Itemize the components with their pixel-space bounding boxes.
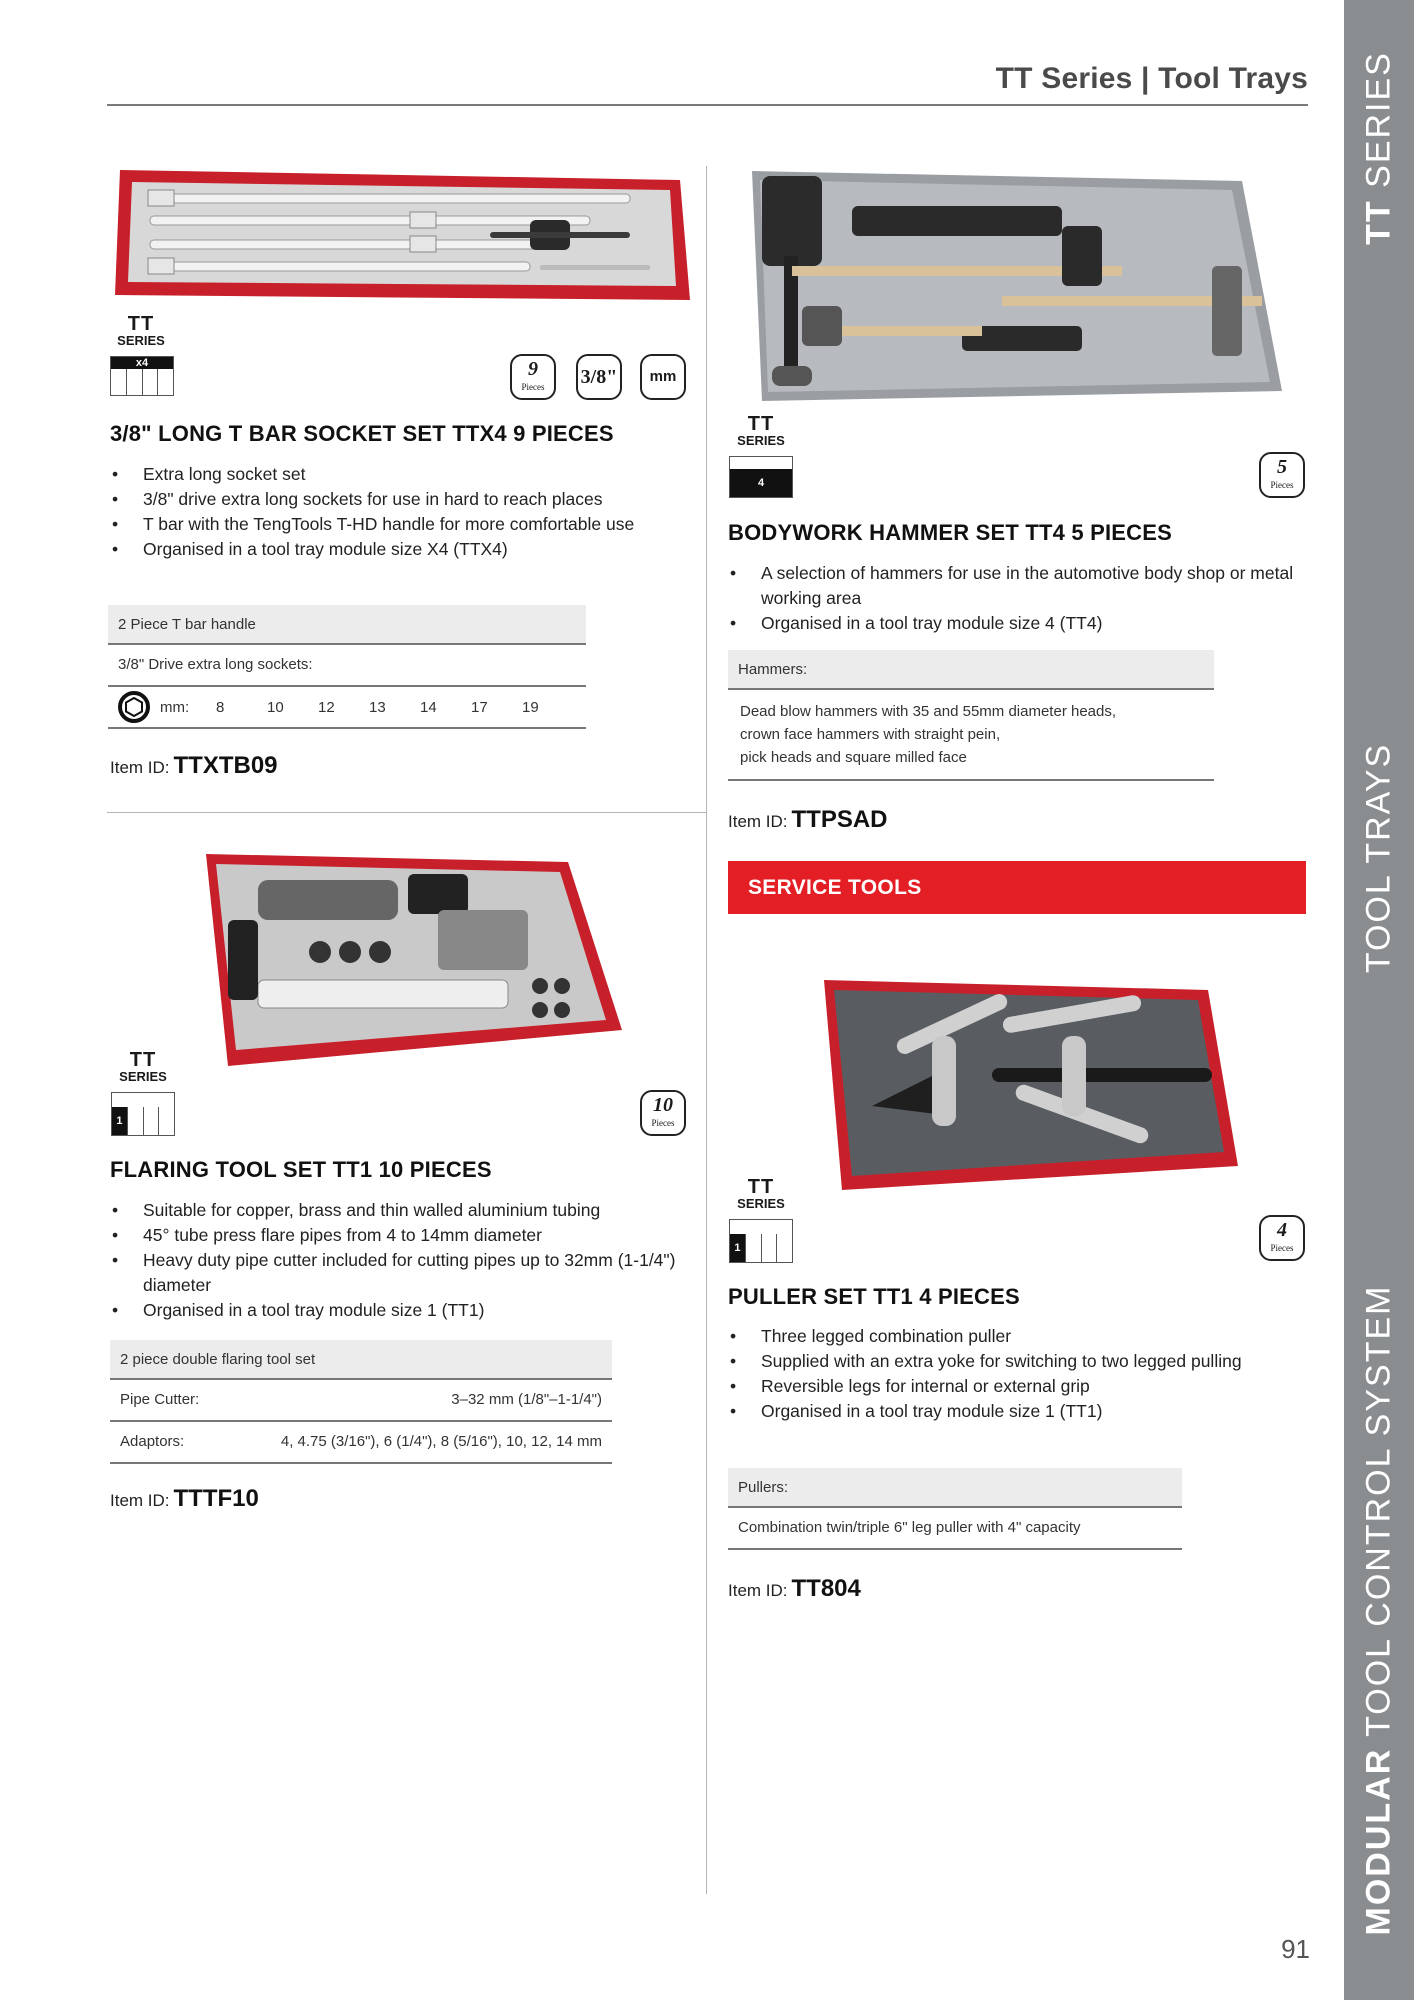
spec-row: Combination twin/triple 6" leg puller with 4" capacity (728, 1508, 1182, 1550)
list-item: • Supplied with an extra yoke for switching to two legged pulling (728, 1349, 1308, 1374)
header-divider (107, 104, 1308, 106)
module-size-indicator: 1 (729, 1219, 793, 1263)
sidebar-tool-trays: TOOL TRAYS (1359, 742, 1398, 974)
flaring-tool-tray-image (198, 850, 624, 1068)
tt-series-badge: TT SERIES (737, 1176, 785, 1211)
spec-table (728, 650, 1214, 781)
hammer-set-tray-image (732, 166, 1292, 406)
feature-list (728, 1324, 1308, 1424)
spec-row: Dead blow hammers with 35 and 55mm diameter heads, crown face hammers with straight pein, pick heads and square milled face (728, 690, 1214, 781)
tt-series-badge: TT SERIES (737, 413, 785, 448)
module-size-indicator: x4 (110, 356, 174, 396)
tt-series-badge: TT SERIES (119, 1049, 167, 1084)
spec-row: Pipe Cutter: 3–32 mm (1/8"–1-1/4") (110, 1380, 612, 1422)
product-title: FLARING TOOL SET TT1 10 PIECES (110, 1157, 492, 1182)
spec-table (108, 605, 586, 729)
page-title: TT Series | Tool Trays (995, 62, 1308, 95)
list-item: • 45° tube press flare pipes from 4 to 14mm diameter (110, 1223, 690, 1248)
list-item: • Organised in a tool tray module size 1 (TT1) (728, 1399, 1308, 1424)
spec-row: Adaptors: 4, 4.75 (3/16"), 6 (1/4"), 8 (5/16"), 10, 12, 14 mm (110, 1422, 612, 1464)
pieces-count-badge: 9 Pieces (510, 354, 556, 400)
module-size-indicator: 4 (729, 456, 793, 498)
spec-table (728, 1468, 1182, 1550)
list-item: • Heavy duty pipe cutter included for cutting pipes up to 32mm (1-1/4") diameter (110, 1248, 690, 1298)
feature-list (110, 462, 690, 562)
feature-list (110, 1198, 690, 1323)
hex-socket-icon (118, 691, 150, 723)
page-number: 91 (1281, 1934, 1310, 1964)
feature-list (728, 561, 1308, 636)
item-id: Item ID: TT804 (728, 1575, 861, 1602)
pieces-count-badge: 4 Pieces (1259, 1215, 1305, 1261)
spec-header: Hammers: (728, 650, 1214, 690)
spec-row: 3/8" Drive extra long sockets: (108, 645, 586, 687)
list-item: • Organised in a tool tray module size X4 (TTX4) (110, 537, 690, 562)
list-item: • Suitable for copper, brass and thin walled aluminium tubing (110, 1198, 690, 1223)
spec-table (110, 1340, 612, 1464)
module-size-indicator: 1 (111, 1092, 175, 1136)
metric-badge: mm (640, 354, 686, 400)
list-item: • Extra long socket set (110, 462, 690, 487)
socket-size-row: mm: 8 10 12 13 14 17 19 (108, 687, 586, 729)
spec-header: Pullers: (728, 1468, 1182, 1508)
list-item: • Organised in a tool tray module size 4 (TT4) (728, 611, 1308, 636)
puller-set-tray-image (812, 976, 1242, 1194)
list-item: • 3/8" drive extra long sockets for use in hard to reach places (110, 487, 690, 512)
product-title: BODYWORK HAMMER SET TT4 5 PIECES (728, 520, 1172, 545)
sidebar-tt-series: TT SERIES (1359, 51, 1398, 245)
section-heading-service-tools: SERVICE TOOLS (728, 861, 1306, 914)
item-id: Item ID: TTTF10 (110, 1485, 259, 1512)
list-item: • Three legged combination puller (728, 1324, 1308, 1349)
spec-header: 2 Piece T bar handle (108, 605, 586, 645)
pieces-count-badge: 10 Pieces (640, 1090, 686, 1136)
item-id: Item ID: TTPSAD (728, 806, 888, 833)
list-item: • A selection of hammers for use in the automotive body shop or metal working area (728, 561, 1308, 611)
list-item: • Reversible legs for internal or external grip (728, 1374, 1308, 1399)
product-title: PULLER SET TT1 4 PIECES (728, 1284, 1020, 1309)
socket-set-tray-image (110, 160, 700, 310)
sidebar-modular-system: MODULAR TOOL CONTROL SYSTEM (1359, 1284, 1398, 1936)
column-divider (706, 166, 707, 1894)
section-divider (107, 812, 706, 813)
spec-header: 2 piece double flaring tool set (110, 1340, 612, 1380)
tt-series-badge: TT SERIES (117, 313, 165, 348)
drive-size-badge: 3/8" (576, 354, 622, 400)
pieces-count-badge: 5 Pieces (1259, 452, 1305, 498)
list-item: • T bar with the TengTools T-HD handle for more comfortable use (110, 512, 690, 537)
list-item: • Organised in a tool tray module size 1 (TT1) (110, 1298, 690, 1323)
item-id: Item ID: TTXTB09 (110, 752, 278, 779)
product-title: 3/8" LONG T BAR SOCKET SET TTX4 9 PIECES (110, 421, 614, 446)
